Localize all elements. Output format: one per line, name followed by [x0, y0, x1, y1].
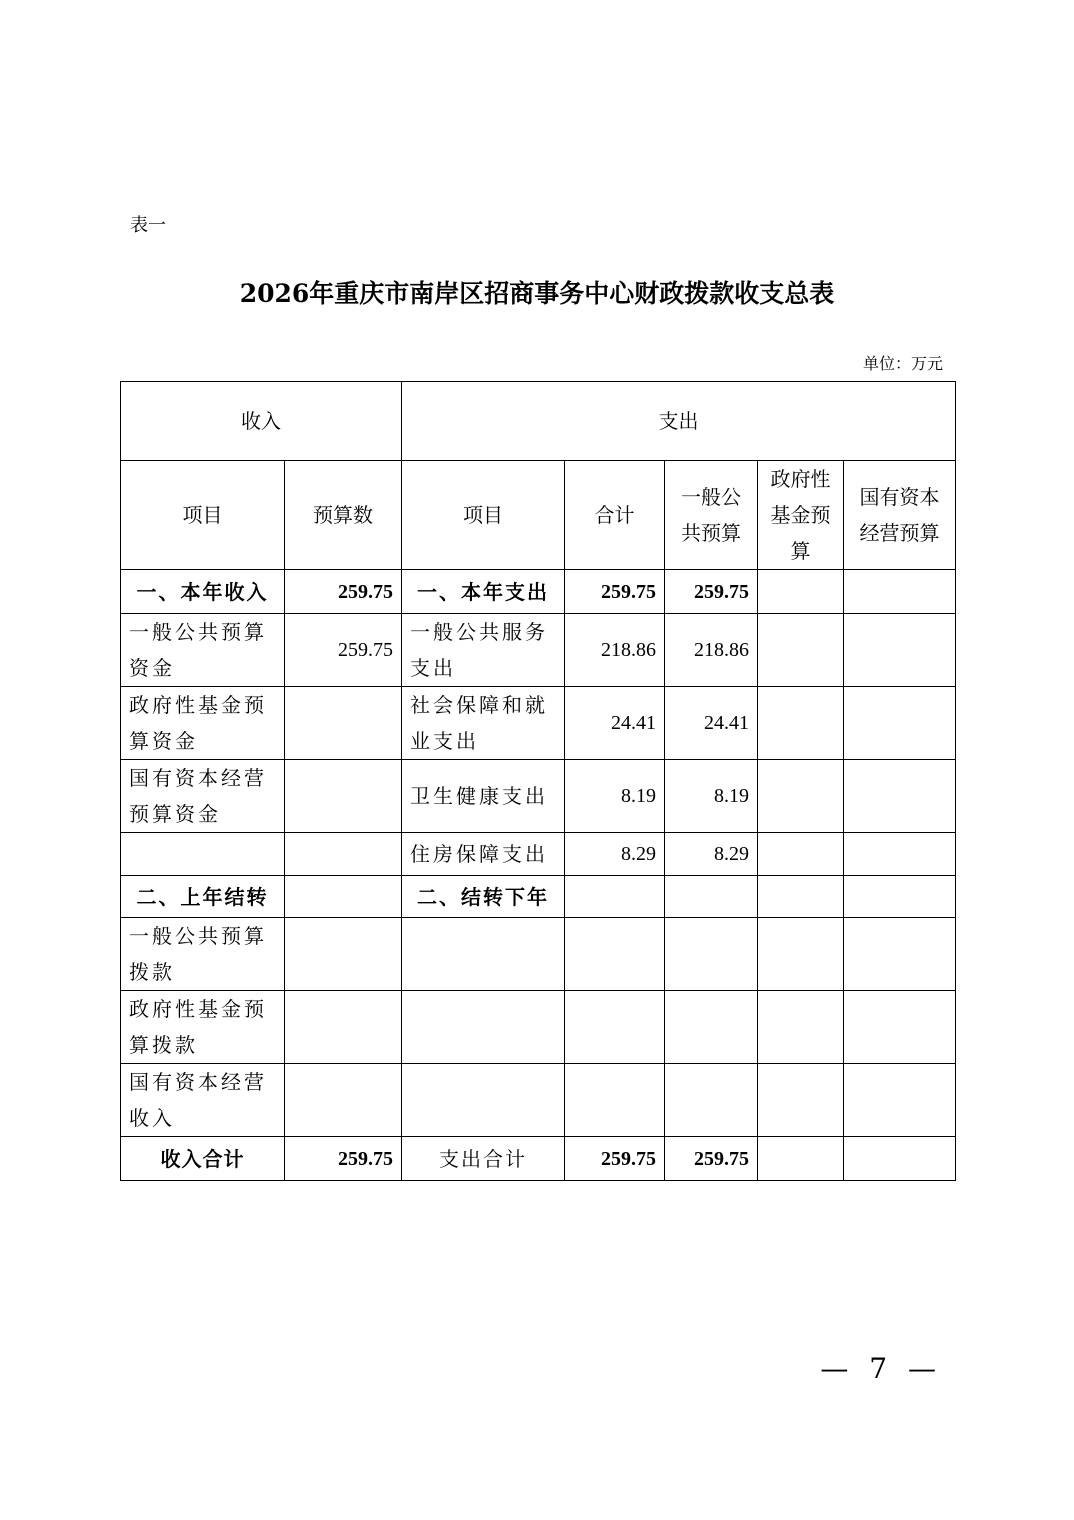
general-value: 218.86 [665, 614, 758, 687]
table-row [121, 876, 956, 918]
income-item: 政府性基金预算资金 [121, 687, 285, 760]
income-total-label: 收入合计 [121, 1137, 285, 1181]
table-row [121, 570, 956, 614]
fund-value [758, 918, 844, 991]
income-item: 一、本年收入 [121, 570, 285, 614]
general-value: 8.29 [665, 833, 758, 876]
income-value [285, 833, 402, 876]
table-row [121, 991, 956, 1064]
income-item: 二、上年结转 [121, 876, 285, 918]
fund-value [758, 876, 844, 918]
total-value [565, 876, 665, 918]
income-value [285, 687, 402, 760]
total-value: 259.75 [565, 570, 665, 614]
col-general: 一般公共预算 [665, 461, 758, 570]
income-total-value: 259.75 [285, 1137, 402, 1181]
total-value: 218.86 [565, 614, 665, 687]
general-value [665, 876, 758, 918]
income-item: 一般公共预算资金 [121, 614, 285, 687]
col-item-income: 项目 [121, 461, 285, 570]
total-value: 24.41 [565, 687, 665, 760]
total-value: 259.75 [565, 1137, 665, 1181]
income-value [285, 876, 402, 918]
table-row [121, 1064, 956, 1137]
state-value [844, 1137, 956, 1181]
total-value: 8.29 [565, 833, 665, 876]
table-row [121, 833, 956, 876]
expense-item [402, 991, 565, 1064]
general-value [665, 991, 758, 1064]
fund-value [758, 614, 844, 687]
general-value: 24.41 [665, 687, 758, 760]
expense-item: 社会保障和就业支出 [402, 687, 565, 760]
income-value: 259.75 [285, 570, 402, 614]
fund-value [758, 687, 844, 760]
general-value: 259.75 [665, 570, 758, 614]
page-title: 2026年重庆市南岸区招商事务中心财政拨款收支总表 [239, 279, 835, 308]
general-value [665, 1064, 758, 1137]
income-value: 259.75 [285, 614, 402, 687]
fund-value [758, 1137, 844, 1181]
income-value [285, 991, 402, 1064]
expense-item: 二、结转下年 [402, 876, 565, 918]
table-row [121, 614, 956, 687]
income-item: 政府性基金预算拨款 [121, 991, 285, 1064]
state-value [844, 760, 956, 833]
state-value [844, 614, 956, 687]
table-row [121, 687, 956, 760]
income-header: 收入 [121, 382, 402, 461]
income-value [285, 760, 402, 833]
total-value: 8.19 [565, 760, 665, 833]
general-value [665, 918, 758, 991]
expense-header: 支出 [402, 382, 956, 461]
fund-value [758, 833, 844, 876]
col-state: 国有资本经营预算 [844, 461, 956, 570]
header-row-2 [121, 461, 956, 570]
state-value [844, 991, 956, 1064]
col-budget: 预算数 [285, 461, 402, 570]
income-value [285, 918, 402, 991]
income-item [121, 833, 285, 876]
expense-item: 住房保障支出 [402, 833, 565, 876]
expense-item: 一、本年支出 [402, 570, 565, 614]
fund-value [758, 570, 844, 614]
col-total: 合计 [565, 461, 665, 570]
table-row-total [121, 1137, 956, 1181]
page-number: — 7 — [820, 1352, 942, 1385]
total-value [565, 991, 665, 1064]
fund-value [758, 760, 844, 833]
total-value [565, 918, 665, 991]
income-item: 一般公共预算拨款 [121, 918, 285, 991]
income-item: 国有资本经营预算资金 [121, 760, 285, 833]
general-value: 259.75 [665, 1137, 758, 1181]
state-value [844, 687, 956, 760]
state-value [844, 833, 956, 876]
table-label: 表一 [130, 215, 166, 236]
general-value: 8.19 [665, 760, 758, 833]
table-row [121, 760, 956, 833]
fund-value [758, 991, 844, 1064]
col-fund: 政府性基金预算 [758, 461, 844, 570]
state-value [844, 1064, 956, 1137]
state-value [844, 876, 956, 918]
state-value [844, 570, 956, 614]
expense-item [402, 1064, 565, 1137]
header-row-1 [121, 382, 956, 461]
expense-item: 一般公共服务支出 [402, 614, 565, 687]
unit-label: 单位：万元 [862, 354, 943, 373]
total-value [565, 1064, 665, 1137]
table-row [121, 918, 956, 991]
income-value [285, 1064, 402, 1137]
state-value [844, 918, 956, 991]
expense-item: 卫生健康支出 [402, 760, 565, 833]
col-item-expense: 项目 [402, 461, 565, 570]
finance-table [120, 381, 956, 1181]
expense-total-label: 支出合计 [402, 1137, 565, 1181]
income-item: 国有资本经营收入 [121, 1064, 285, 1137]
expense-item [402, 918, 565, 991]
fund-value [758, 1064, 844, 1137]
